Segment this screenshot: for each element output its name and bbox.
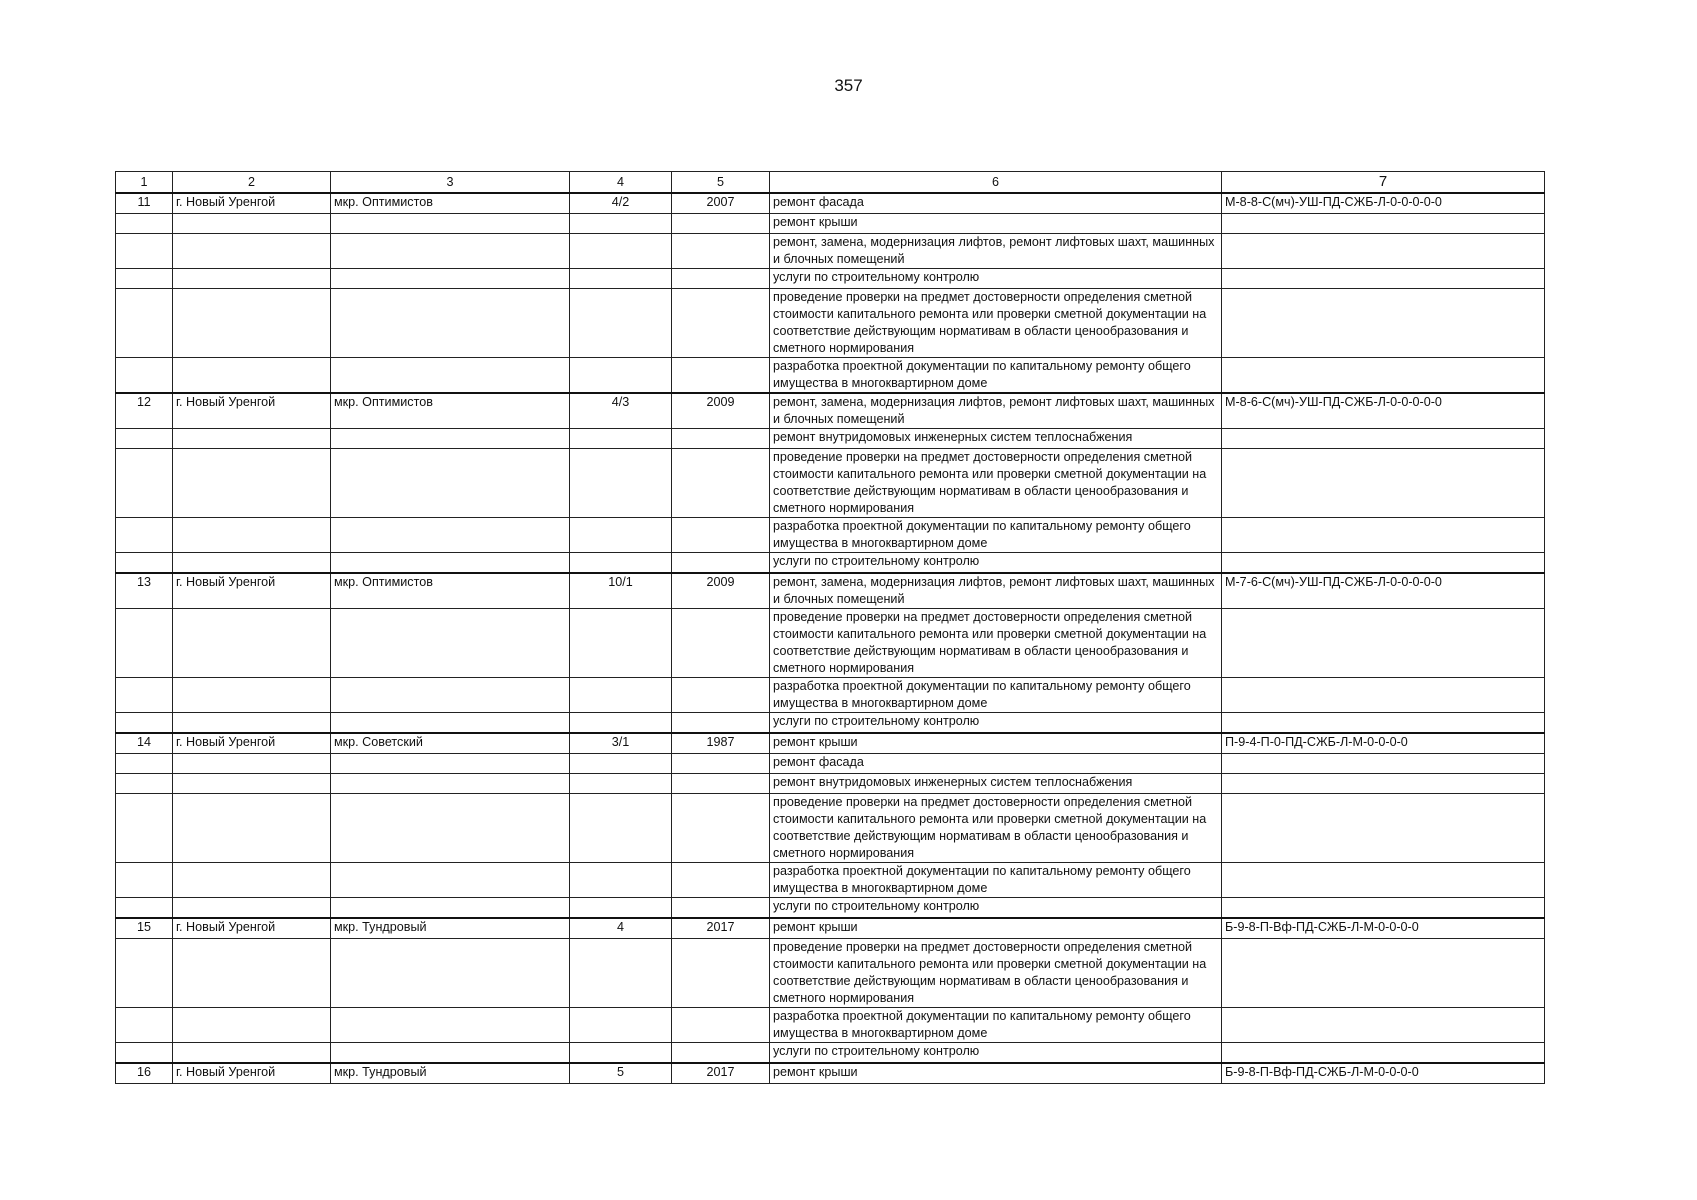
year-built-cell [672, 1008, 770, 1043]
city-cell [173, 774, 331, 794]
record-number-cell: 14 [116, 733, 173, 754]
year-built-cell: 2007 [672, 193, 770, 214]
work-type-cell: ремонт фасада [770, 754, 1222, 774]
building-code-cell [1222, 214, 1545, 234]
district-cell [331, 269, 570, 289]
table-row [116, 269, 1545, 289]
district-cell: мкр. Оптимистов [331, 573, 570, 609]
record-number-cell [116, 898, 173, 919]
work-type-cell: услуги по строительному контролю [770, 1043, 1222, 1064]
record-number-cell [116, 713, 173, 734]
district-cell [331, 358, 570, 394]
house-number-cell [570, 234, 672, 269]
repair-register-table [115, 171, 1545, 1084]
building-code-cell: Б-9-8-П-Вф-ПД-СЖБ-Л-М-0-0-0-0 [1222, 1063, 1545, 1084]
district-cell [331, 939, 570, 1008]
city-cell [173, 553, 331, 574]
record-number-cell [116, 609, 173, 678]
building-code-cell [1222, 713, 1545, 734]
column-header: 2 [173, 172, 331, 194]
building-code-cell: М-7-6-С(мч)-УШ-ПД-СЖБ-Л-0-0-0-0-0 [1222, 573, 1545, 609]
record-number-cell: 15 [116, 918, 173, 939]
year-built-cell [672, 863, 770, 898]
house-number-cell [570, 754, 672, 774]
house-number-cell [570, 713, 672, 734]
work-type-cell: ремонт, замена, модернизация лифтов, ремонт лифтовых шахт, машинных и блочных помещений [770, 234, 1222, 269]
district-cell [331, 553, 570, 574]
building-code-cell [1222, 794, 1545, 863]
year-built-cell: 2009 [672, 573, 770, 609]
city-cell [173, 678, 331, 713]
record-number-cell [116, 449, 173, 518]
work-type-cell: услуги по строительному контролю [770, 553, 1222, 574]
city-cell [173, 214, 331, 234]
work-type-cell: ремонт крыши [770, 214, 1222, 234]
record-number-cell [116, 553, 173, 574]
year-built-cell [672, 289, 770, 358]
house-number-cell [570, 1043, 672, 1064]
table-row [116, 358, 1545, 394]
year-built-cell [672, 1043, 770, 1064]
work-type-cell: ремонт крыши [770, 733, 1222, 754]
district-cell: мкр. Тундровый [331, 918, 570, 939]
table-row [116, 898, 1545, 919]
city-cell [173, 794, 331, 863]
table-row [116, 863, 1545, 898]
building-code-cell: Б-9-8-П-Вф-ПД-СЖБ-Л-М-0-0-0-0 [1222, 918, 1545, 939]
table-row [116, 553, 1545, 574]
work-type-cell: разработка проектной документации по капитальному ремонту общего имущества в многоквартирном доме [770, 358, 1222, 394]
building-code-cell [1222, 754, 1545, 774]
district-cell [331, 678, 570, 713]
city-cell [173, 754, 331, 774]
year-built-cell: 1987 [672, 733, 770, 754]
record-number-cell [116, 1008, 173, 1043]
city-cell: г. Новый Уренгой [173, 393, 331, 429]
work-type-cell: ремонт, замена, модернизация лифтов, ремонт лифтовых шахт, машинных и блочных помещений [770, 393, 1222, 429]
table-row [116, 939, 1545, 1008]
year-built-cell [672, 429, 770, 449]
work-type-cell: проведение проверки на предмет достоверности определения сметной стоимости капитального ремонта или проверки сметной документации на соответствие действующим нормативам в области ценообразования и сметного нормирования [770, 449, 1222, 518]
table-row [116, 774, 1545, 794]
city-cell [173, 358, 331, 394]
house-number-cell [570, 518, 672, 553]
work-type-cell: разработка проектной документации по капитальному ремонту общего имущества в многоквартирном доме [770, 678, 1222, 713]
page-number: 357 [834, 76, 863, 95]
record-number-cell [116, 939, 173, 1008]
house-number-cell [570, 678, 672, 713]
year-built-cell [672, 609, 770, 678]
table-row [116, 733, 1545, 754]
building-code-cell [1222, 553, 1545, 574]
house-number-cell [570, 289, 672, 358]
city-cell [173, 609, 331, 678]
record-number-cell [116, 429, 173, 449]
district-cell: мкр. Оптимистов [331, 193, 570, 214]
building-code-cell [1222, 678, 1545, 713]
work-type-cell: услуги по строительному контролю [770, 898, 1222, 919]
record-number-cell [116, 358, 173, 394]
house-number-cell [570, 609, 672, 678]
building-code-cell [1222, 269, 1545, 289]
year-built-cell [672, 939, 770, 1008]
city-cell [173, 449, 331, 518]
year-built-cell [672, 678, 770, 713]
city-cell [173, 518, 331, 553]
year-built-cell [672, 214, 770, 234]
district-cell [331, 214, 570, 234]
table-row [116, 518, 1545, 553]
building-code-cell [1222, 898, 1545, 919]
record-number-cell: 16 [116, 1063, 173, 1084]
house-number-cell [570, 939, 672, 1008]
house-number-cell: 4 [570, 918, 672, 939]
city-cell [173, 269, 331, 289]
year-built-cell [672, 449, 770, 518]
house-number-cell [570, 449, 672, 518]
year-built-cell [672, 754, 770, 774]
building-code-cell [1222, 358, 1545, 394]
work-type-cell: ремонт фасада [770, 193, 1222, 214]
record-number-cell [116, 289, 173, 358]
column-header: 1 [116, 172, 173, 194]
work-type-cell: ремонт крыши [770, 1063, 1222, 1084]
building-code-cell: М-8-8-С(мч)-УШ-ПД-СЖБ-Л-0-0-0-0-0 [1222, 193, 1545, 214]
year-built-cell: 2017 [672, 1063, 770, 1084]
building-code-cell: П-9-4-П-0-ПД-СЖБ-Л-М-0-0-0-0 [1222, 733, 1545, 754]
table-row [116, 1063, 1545, 1084]
record-number-cell [116, 774, 173, 794]
city-cell: г. Новый Уренгой [173, 918, 331, 939]
record-number-cell [116, 863, 173, 898]
house-number-cell: 4/3 [570, 393, 672, 429]
year-built-cell [672, 234, 770, 269]
table-row [116, 754, 1545, 774]
year-built-cell [672, 898, 770, 919]
district-cell [331, 754, 570, 774]
house-number-cell: 5 [570, 1063, 672, 1084]
city-cell [173, 898, 331, 919]
house-number-cell [570, 794, 672, 863]
record-number-cell: 12 [116, 393, 173, 429]
district-cell [331, 1043, 570, 1064]
building-code-cell [1222, 1008, 1545, 1043]
record-number-cell [116, 214, 173, 234]
district-cell [331, 863, 570, 898]
record-number-cell [116, 518, 173, 553]
table-row [116, 193, 1545, 214]
record-number-cell [116, 269, 173, 289]
city-cell: г. Новый Уренгой [173, 193, 331, 214]
city-cell [173, 1043, 331, 1064]
register-body [116, 193, 1545, 1084]
table-row [116, 678, 1545, 713]
year-built-cell [672, 553, 770, 574]
table-row [116, 289, 1545, 358]
work-type-cell: разработка проектной документации по капитальному ремонту общего имущества в многоквартирном доме [770, 863, 1222, 898]
year-built-cell: 2009 [672, 393, 770, 429]
column-number-row [116, 172, 1545, 194]
table-row [116, 429, 1545, 449]
record-number-cell [116, 678, 173, 713]
house-number-cell: 4/2 [570, 193, 672, 214]
district-cell [331, 429, 570, 449]
district-cell [331, 1008, 570, 1043]
work-type-cell: проведение проверки на предмет достоверности определения сметной стоимости капитального ремонта или проверки сметной документации на соответствие действующим нормативам в области ценообразования и сметного нормирования [770, 289, 1222, 358]
house-number-cell [570, 863, 672, 898]
district-cell: мкр. Оптимистов [331, 393, 570, 429]
house-number-cell: 3/1 [570, 733, 672, 754]
table-row [116, 1008, 1545, 1043]
city-cell: г. Новый Уренгой [173, 733, 331, 754]
work-type-cell: разработка проектной документации по капитальному ремонту общего имущества в многоквартирном доме [770, 1008, 1222, 1043]
district-cell [331, 289, 570, 358]
district-cell: мкр. Тундровый [331, 1063, 570, 1084]
column-header: 7 [1222, 172, 1545, 194]
house-number-cell [570, 1008, 672, 1043]
building-code-cell [1222, 609, 1545, 678]
work-type-cell: проведение проверки на предмет достоверности определения сметной стоимости капитального ремонта или проверки сметной документации на соответствие действующим нормативам в области ценообразования и сметного нормирования [770, 609, 1222, 678]
table-row [116, 214, 1545, 234]
table-row [116, 1043, 1545, 1064]
building-code-cell [1222, 449, 1545, 518]
year-built-cell [672, 358, 770, 394]
city-cell [173, 863, 331, 898]
record-number-cell: 13 [116, 573, 173, 609]
house-number-cell [570, 898, 672, 919]
city-cell [173, 234, 331, 269]
table-row [116, 794, 1545, 863]
city-cell [173, 429, 331, 449]
column-header: 5 [672, 172, 770, 194]
building-code-cell [1222, 518, 1545, 553]
district-cell [331, 609, 570, 678]
district-cell [331, 713, 570, 734]
city-cell [173, 713, 331, 734]
record-number-cell: 11 [116, 193, 173, 214]
district-cell [331, 794, 570, 863]
record-number-cell [116, 1043, 173, 1064]
work-type-cell: разработка проектной документации по капитальному ремонту общего имущества в многоквартирном доме [770, 518, 1222, 553]
work-type-cell: проведение проверки на предмет достоверности определения сметной стоимости капитального ремонта или проверки сметной документации на соответствие действующим нормативам в области ценообразования и сметного нормирования [770, 939, 1222, 1008]
record-number-cell [116, 234, 173, 269]
building-code-cell [1222, 1043, 1545, 1064]
house-number-cell [570, 358, 672, 394]
house-number-cell [570, 553, 672, 574]
year-built-cell [672, 713, 770, 734]
work-type-cell: проведение проверки на предмет достоверности определения сметной стоимости капитального ремонта или проверки сметной документации на соответствие действующим нормативам в области ценообразования и сметного нормирования [770, 794, 1222, 863]
table-row [116, 573, 1545, 609]
column-header: 6 [770, 172, 1222, 194]
district-cell [331, 449, 570, 518]
city-cell [173, 1008, 331, 1043]
work-type-cell: ремонт, замена, модернизация лифтов, ремонт лифтовых шахт, машинных и блочных помещений [770, 573, 1222, 609]
record-number-cell [116, 794, 173, 863]
work-type-cell: ремонт крыши [770, 918, 1222, 939]
building-code-cell: М-8-6-С(мч)-УШ-ПД-СЖБ-Л-0-0-0-0-0 [1222, 393, 1545, 429]
city-cell [173, 939, 331, 1008]
building-code-cell [1222, 939, 1545, 1008]
table-row [116, 918, 1545, 939]
year-built-cell: 2017 [672, 918, 770, 939]
year-built-cell [672, 774, 770, 794]
district-cell [331, 518, 570, 553]
building-code-cell [1222, 289, 1545, 358]
house-number-cell [570, 269, 672, 289]
table-row [116, 393, 1545, 429]
work-type-cell: ремонт внутридомовых инженерных систем теплоснабжения [770, 774, 1222, 794]
building-code-cell [1222, 429, 1545, 449]
district-cell [331, 234, 570, 269]
record-number-cell [116, 754, 173, 774]
house-number-cell: 10/1 [570, 573, 672, 609]
column-header: 4 [570, 172, 672, 194]
district-cell [331, 898, 570, 919]
year-built-cell [672, 269, 770, 289]
table-row [116, 713, 1545, 734]
column-header: 3 [331, 172, 570, 194]
building-code-cell [1222, 234, 1545, 269]
table-row [116, 609, 1545, 678]
year-built-cell [672, 518, 770, 553]
building-code-cell [1222, 863, 1545, 898]
district-cell: мкр. Советский [331, 733, 570, 754]
work-type-cell: услуги по строительному контролю [770, 713, 1222, 734]
house-number-cell [570, 214, 672, 234]
city-cell [173, 289, 331, 358]
city-cell: г. Новый Уренгой [173, 1063, 331, 1084]
district-cell [331, 774, 570, 794]
table-row [116, 449, 1545, 518]
table-row [116, 234, 1545, 269]
building-code-cell [1222, 774, 1545, 794]
house-number-cell [570, 429, 672, 449]
house-number-cell [570, 774, 672, 794]
work-type-cell: услуги по строительному контролю [770, 269, 1222, 289]
city-cell: г. Новый Уренгой [173, 573, 331, 609]
year-built-cell [672, 794, 770, 863]
work-type-cell: ремонт внутридомовых инженерных систем теплоснабжения [770, 429, 1222, 449]
